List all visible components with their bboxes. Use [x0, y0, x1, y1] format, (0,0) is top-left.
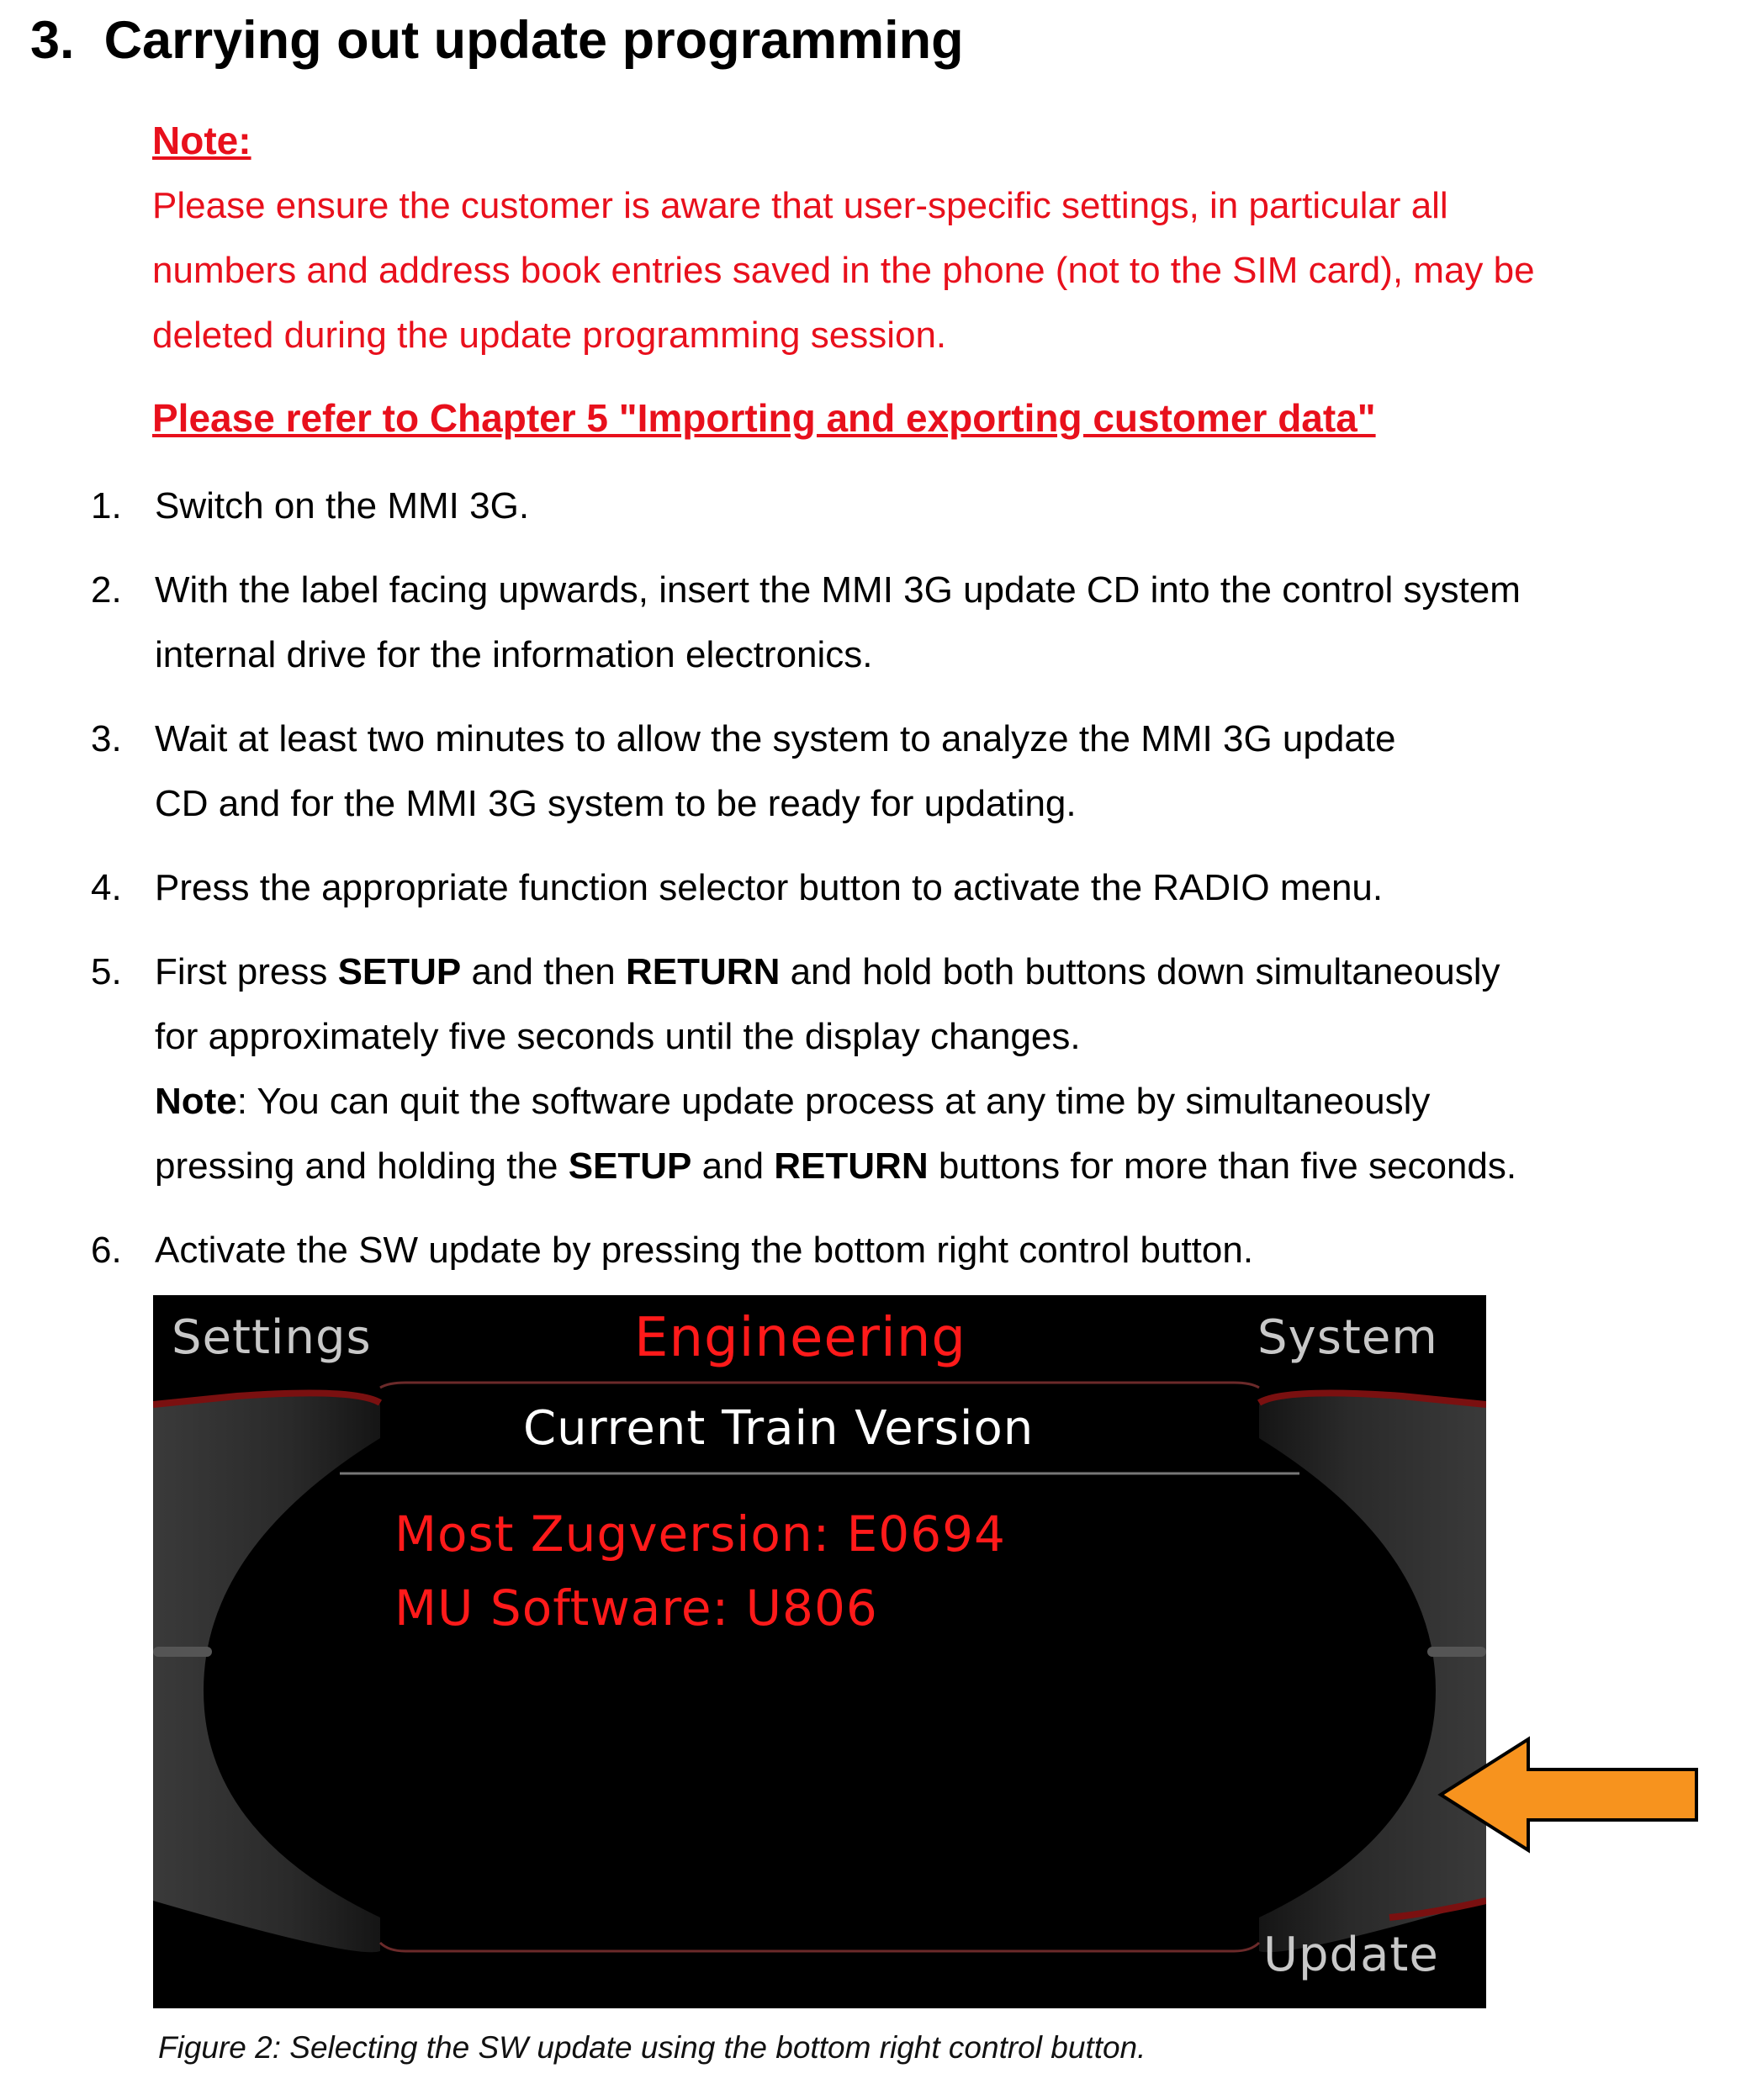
step-text: Switch on the MMI 3G.: [155, 485, 530, 526]
screen-info-line: Most Zugversion: E0694: [394, 1505, 1006, 1563]
orange-arrow-left-icon: [1436, 1736, 1705, 1854]
note-label: Note: [155, 1081, 237, 1122]
step-text: for approximately five seconds until the display changes.: [155, 1016, 1081, 1057]
step-text: First press SETUP and then RETURN and hold both buttons down simultaneously: [155, 951, 1500, 992]
note-line: deleted during the update programming session.: [152, 315, 947, 356]
step-number: 4.: [91, 867, 122, 908]
chapter-reference-link[interactable]: Please refer to Chapter 5 "Importing and exporting customer data": [152, 396, 1376, 440]
note-line: numbers and address book entries saved in the phone (not to the SIM card), may be: [152, 250, 1535, 291]
section-number: 3.: [30, 11, 75, 70]
setup-keyword: SETUP: [568, 1145, 692, 1187]
step-number: 2.: [91, 569, 122, 611]
screen-subtitle: Current Train Version: [523, 1401, 1035, 1456]
return-keyword: RETURN: [626, 951, 781, 992]
step-number: 6.: [91, 1230, 122, 1271]
step-text: With the label facing upwards, insert the MMI 3G update CD into the control system: [155, 569, 1521, 611]
step-text: Press the appropriate function selector button to activate the RADIO menu.: [155, 867, 1384, 908]
setup-keyword: SETUP: [337, 951, 462, 992]
page-title: [30, 10, 964, 71]
step-text: CD and for the MMI 3G system to be ready for updating.: [155, 783, 1077, 824]
step-text: internal drive for the information electronics.: [155, 634, 873, 675]
section-title: Carrying out update programming: [103, 11, 964, 70]
note-heading: Note:: [152, 119, 251, 162]
step-number: 3.: [91, 718, 122, 759]
screen-menu-title: Engineering: [634, 1307, 966, 1369]
step-note: Note: You can quit the software update process at any time by simultaneously: [155, 1081, 1431, 1122]
screen-info-line: MU Software: U806: [394, 1579, 878, 1637]
step-number: 5.: [91, 951, 122, 992]
figure-caption: Figure 2: Selecting the SW update using the bottom right control button.: [158, 2030, 1146, 2065]
step-note: pressing and holding the SETUP and RETURN buttons for more than five seconds.: [155, 1145, 1517, 1187]
return-keyword: RETURN: [774, 1145, 929, 1187]
screen-settings-label[interactable]: Settings: [172, 1310, 372, 1365]
note-line: Please ensure the customer is aware that user-specific settings, in particular all: [152, 185, 1448, 226]
screen-system-label[interactable]: System: [1257, 1310, 1438, 1365]
step-text: Wait at least two minutes to allow the system to analyze the MMI 3G update: [155, 718, 1396, 759]
screen-update-label[interactable]: Update: [1263, 1928, 1439, 1982]
step-number: 1.: [91, 485, 122, 526]
step-text: Activate the SW update by pressing the bottom right control button.: [155, 1230, 1254, 1271]
mmi-screen-figure: [153, 1295, 1486, 2008]
